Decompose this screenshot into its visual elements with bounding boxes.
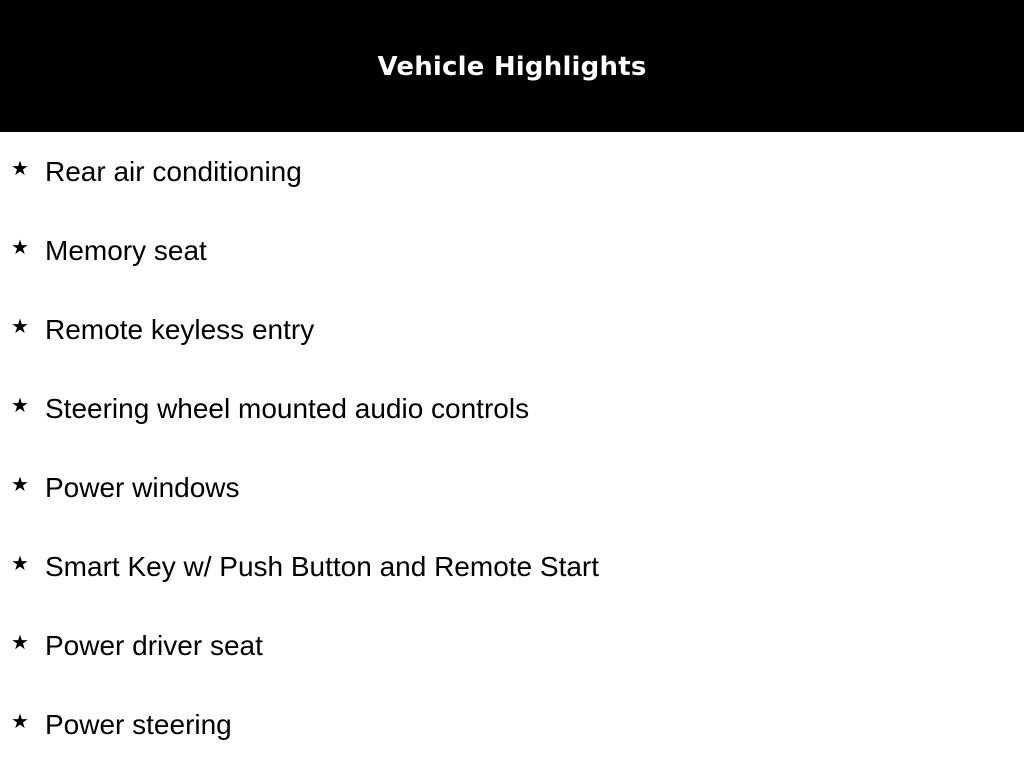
list-item	[0, 310, 1024, 389]
page-title: Vehicle Highlights	[377, 52, 647, 82]
star-icon: ★	[11, 472, 29, 496]
list-item	[0, 547, 1024, 626]
star-icon: ★	[11, 630, 29, 654]
star-icon: ★	[11, 551, 29, 575]
star-icon: ★	[11, 709, 29, 733]
highlight-label: Power driver seat	[45, 630, 263, 661]
highlight-label: Steering wheel mounted audio controls	[45, 393, 530, 424]
star-icon: ★	[11, 314, 29, 338]
star-icon: ★	[11, 393, 29, 417]
highlight-label: Remote keyless entry	[45, 314, 315, 345]
list-item	[0, 231, 1024, 310]
header-bar	[0, 0, 1024, 132]
highlight-label: Smart Key w/ Push Button and Remote Start	[45, 551, 600, 582]
highlight-label: Rear air conditioning	[45, 156, 302, 187]
list-item	[0, 389, 1024, 468]
highlight-label: Power steering	[45, 709, 232, 740]
highlights-list	[0, 152, 1024, 768]
highlight-label: Memory seat	[45, 235, 207, 266]
star-icon: ★	[11, 156, 29, 180]
list-item	[0, 152, 1024, 231]
star-icon: ★	[11, 235, 29, 259]
list-item	[0, 705, 1024, 768]
list-item	[0, 468, 1024, 547]
list-item	[0, 626, 1024, 705]
highlight-label: Power windows	[45, 472, 240, 503]
